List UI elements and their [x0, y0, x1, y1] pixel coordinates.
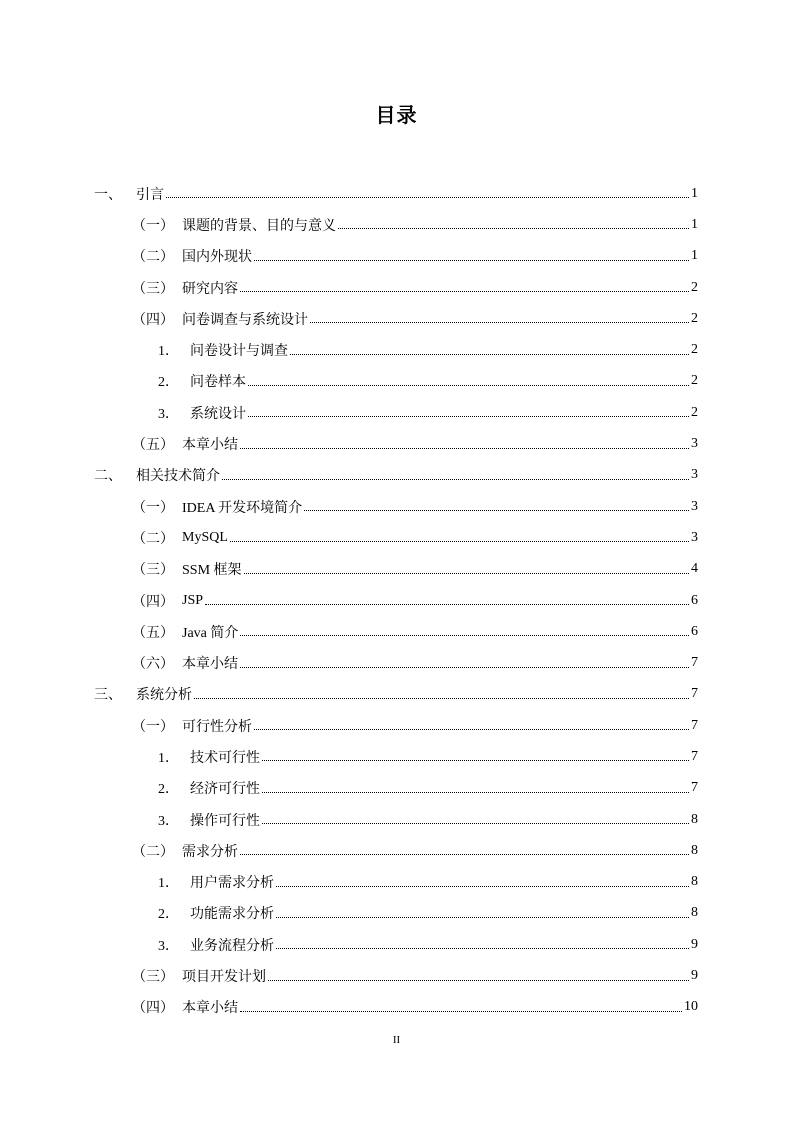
toc-entry-number: （五） [132, 438, 174, 454]
toc-entry-title: 项目开发计划 [182, 970, 266, 986]
toc-entry[interactable] [0, 992, 793, 1023]
toc-entry-number: （一） [132, 218, 174, 234]
toc-entry-title: SSM 框架 [182, 563, 242, 579]
toc-dot-leader [248, 402, 689, 417]
toc-entry-number: （一） [132, 719, 174, 735]
toc-entry-page: 7 [691, 686, 698, 702]
toc-entry-number: 三、 [94, 688, 122, 704]
toc-entry-title: JSP [182, 592, 204, 608]
toc-dot-leader [276, 903, 689, 918]
toc-entry-title: IDEA 开发环境简介 [182, 500, 303, 516]
toc-entry-title: 相关技术简介 [136, 469, 220, 485]
toc-dot-leader [290, 340, 689, 355]
toc-entry-title: 问卷设计与调查 [190, 344, 288, 360]
toc-entry-page: 3 [691, 467, 698, 483]
toc-dot-leader [276, 934, 689, 949]
toc-entry-title: MySQL [182, 529, 228, 545]
toc-entry-title: 本章小结 [182, 438, 238, 454]
toc-entry[interactable] [0, 178, 793, 209]
toc-entry-page: 8 [691, 811, 698, 827]
toc-entry-page: 2 [691, 342, 698, 358]
toc-entry-title: 问卷调查与系统设计 [182, 312, 308, 328]
toc-dot-leader [205, 590, 689, 605]
toc-entry-title: 国内外现状 [182, 250, 252, 266]
toc-entry-number: 2． [158, 782, 179, 798]
toc-entry-number: 一、 [94, 187, 122, 203]
toc-entry[interactable] [0, 209, 793, 240]
toc-dot-leader [244, 559, 689, 574]
toc-dot-leader [304, 496, 689, 511]
toc-entry-title: 本章小结 [182, 1001, 238, 1017]
page-title: 目录 [375, 103, 418, 127]
toc-entry-page: 3 [691, 529, 698, 545]
toc-dot-leader [338, 214, 689, 229]
toc-entry-number: 1． [158, 344, 179, 360]
toc-entry[interactable] [0, 491, 793, 522]
toc-entry[interactable] [0, 679, 793, 710]
toc-entry-page: 2 [691, 310, 698, 326]
toc-entry-title: 功能需求分析 [190, 907, 274, 923]
toc-entry-page: 7 [691, 717, 698, 733]
toc-dot-leader [262, 746, 689, 761]
toc-entry-title: 经济可行性 [190, 782, 260, 798]
toc-entry-number: 二、 [94, 469, 122, 485]
toc-entry-title: 业务流程分析 [190, 938, 274, 954]
toc-entry-number: （六） [132, 657, 174, 673]
toc-entry-number: 3． [158, 813, 179, 829]
toc-entry[interactable] [0, 835, 793, 866]
toc-entry[interactable] [0, 867, 793, 898]
toc-entry[interactable] [0, 710, 793, 741]
toc-entry-title: 需求分析 [182, 844, 238, 860]
toc-entry-page: 4 [691, 561, 698, 577]
toc-entry[interactable] [0, 898, 793, 929]
toc-dot-leader [254, 246, 689, 261]
toc-entry[interactable] [0, 585, 793, 616]
toc-entry-title: 问卷样本 [190, 375, 246, 391]
table-of-contents [0, 178, 793, 1023]
toc-entry-title: 引言 [136, 187, 164, 203]
toc-entry-title: 操作可行性 [190, 813, 260, 829]
toc-entry-page: 2 [691, 404, 698, 420]
toc-entry[interactable] [0, 397, 793, 428]
toc-entry[interactable] [0, 303, 793, 334]
toc-dot-leader [248, 371, 689, 386]
toc-entry[interactable] [0, 647, 793, 678]
toc-dot-leader [240, 840, 689, 855]
toc-entry-title: 技术可行性 [190, 750, 260, 766]
toc-entry-page: 7 [691, 780, 698, 796]
toc-dot-leader [230, 527, 689, 542]
toc-entry-page: 8 [691, 905, 698, 921]
toc-entry-number: （四） [132, 312, 174, 328]
toc-entry[interactable] [0, 773, 793, 804]
toc-entry-page: 6 [691, 623, 698, 639]
toc-dot-leader [166, 183, 689, 198]
page-number: II [392, 1034, 401, 1046]
toc-entry-number: （三） [132, 970, 174, 986]
toc-entry-number: （四） [132, 594, 174, 610]
toc-entry[interactable] [0, 616, 793, 647]
toc-entry[interactable] [0, 804, 793, 835]
toc-dot-leader [254, 715, 689, 730]
toc-dot-leader [262, 778, 689, 793]
toc-entry-page: 8 [691, 842, 698, 858]
toc-entry[interactable] [0, 241, 793, 272]
toc-entry-page: 8 [691, 874, 698, 890]
toc-entry-number: 3． [158, 938, 179, 954]
toc-entry-page: 3 [691, 436, 698, 452]
toc-entry-page: 2 [691, 373, 698, 389]
toc-entry-title: 课题的背景、目的与意义 [182, 218, 336, 234]
toc-entry-number: （一） [132, 500, 174, 516]
toc-entry-page: 7 [691, 655, 698, 671]
toc-entry[interactable] [0, 460, 793, 491]
toc-entry-number: （二） [132, 531, 174, 547]
toc-entry-number: 1． [158, 876, 179, 892]
toc-dot-leader [262, 809, 689, 824]
toc-entry[interactable] [0, 554, 793, 585]
toc-entry[interactable] [0, 960, 793, 991]
toc-entry-number: （三） [132, 281, 174, 297]
toc-dot-leader [240, 653, 689, 668]
toc-dot-leader [222, 465, 689, 480]
toc-entry-number: 2． [158, 375, 179, 391]
toc-entry-page: 9 [691, 936, 698, 952]
toc-dot-leader [240, 277, 689, 292]
toc-entry[interactable] [0, 272, 793, 303]
toc-entry[interactable] [0, 428, 793, 459]
toc-dot-leader [240, 434, 689, 449]
toc-entry-number: （二） [132, 250, 174, 266]
toc-entry-page: 1 [691, 185, 698, 201]
toc-entry-page: 7 [691, 748, 698, 764]
toc-dot-leader [240, 997, 682, 1012]
toc-entry-number: 1． [158, 750, 179, 766]
toc-entry-page: 3 [691, 498, 698, 514]
toc-dot-leader [268, 966, 689, 981]
toc-entry-number: 3． [158, 406, 179, 422]
toc-dot-leader [276, 872, 689, 887]
toc-entry[interactable] [0, 334, 793, 365]
toc-entry-title: 本章小结 [182, 657, 238, 673]
toc-entry[interactable] [0, 366, 793, 397]
toc-entry-title: Java 简介 [182, 625, 239, 641]
toc-entry-page: 9 [691, 968, 698, 984]
toc-entry-page: 1 [691, 216, 698, 232]
toc-entry-title: 研究内容 [182, 281, 238, 297]
toc-entry-title: 用户需求分析 [190, 876, 274, 892]
toc-entry-page: 10 [684, 999, 698, 1015]
toc-entry[interactable] [0, 929, 793, 960]
toc-entry-page: 6 [691, 592, 698, 608]
toc-entry[interactable] [0, 741, 793, 772]
toc-dot-leader [194, 684, 689, 699]
toc-entry-number: （三） [132, 563, 174, 579]
toc-entry-number: （二） [132, 844, 174, 860]
toc-entry-title: 系统分析 [136, 688, 192, 704]
toc-entry-page: 2 [691, 279, 698, 295]
toc-entry-number: 2． [158, 907, 179, 923]
toc-entry-number: （五） [132, 625, 174, 641]
toc-entry-number: （四） [132, 1001, 174, 1017]
toc-entry-page: 1 [691, 248, 698, 264]
toc-dot-leader [240, 621, 689, 636]
toc-entry-title: 可行性分析 [182, 719, 252, 735]
toc-entry[interactable] [0, 522, 793, 553]
toc-entry-title: 系统设计 [190, 406, 246, 422]
toc-dot-leader [310, 308, 689, 323]
